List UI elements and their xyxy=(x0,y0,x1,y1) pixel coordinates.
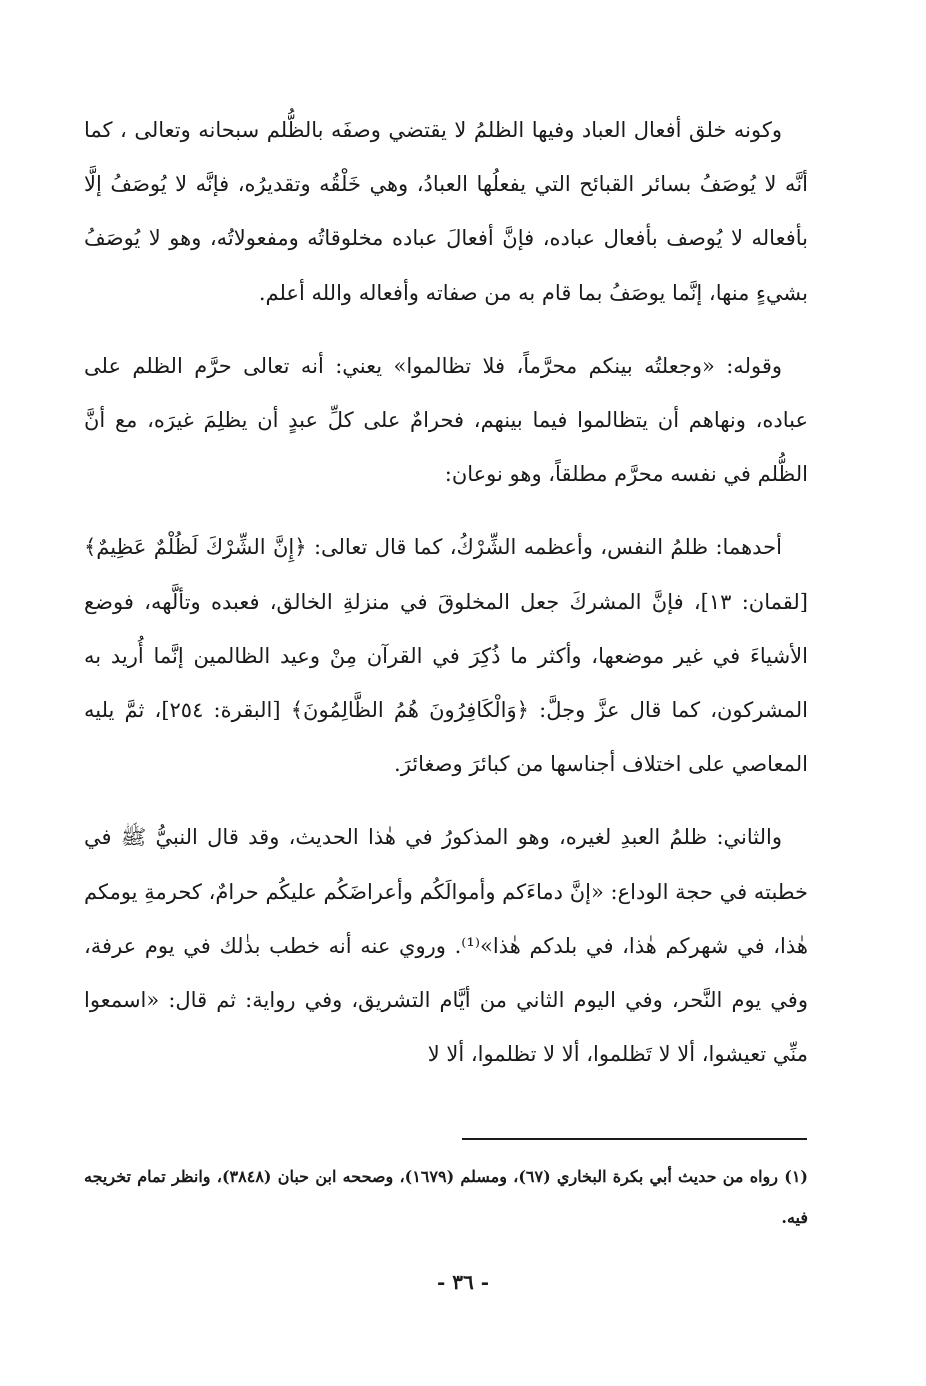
main-text xyxy=(84,103,808,1081)
paragraph-2: وقوله: «وجعلتُه بينكم محرَّماً، فلا تظالموا» يعني: أنه تعالى حرَّم الظلم على عباده، ونهاهم أن يتظالموا فيما بينهم، فحرامٌ على كلِّ عبدٍ أن يظلِمَ غيرَه، مع أنَّ الظُّلم في نفسه محرَّم مطلقاً، وهو نوعان: xyxy=(84,353,808,487)
paragraph-1: وكونه خلق أفعال العباد وفيها الظلمُ لا يقتضي وصفَه بالظُّلم سبحانه وتعالى ، كما أنَّه لا يُوصَفُ بسائر القبائح التي يفعلُها العبادُ، وهي خَلْقُه وتقديرُه، فإنَّه لا يُوصَفُ إلَّا بأفعاله لا يُوصف بأفعال عباده، فإنَّ أفعالَ عباده مخلوقاتُه ومفعولاتُه، وهو لا يُوصَفُ بشيءٍ منها، إنَّما يوصَفُ بما قام به من صفاته وأفعاله والله أعلم. xyxy=(84,118,808,305)
footnote-divider xyxy=(462,1138,807,1140)
footnotes xyxy=(84,1156,808,1238)
page-number: - ٣٦ - xyxy=(436,1270,489,1294)
paragraph-3: أحدهما: ظلمُ النفس، وأعظمه الشِّرْكُ، كما قال تعالى: ﴿إِنَّ الشِّرْكَ لَظُلْمٌ عَظِيمٌ﴾ [لقمان: ١٣]، فإنَّ المشركَ جعل المخلوقَ في منزلةِ الخالق، فعبده وتألَّهه، فوضع الأشياءَ في غير موضعها، وأكثر ما ذُكِرَ في القرآن مِنْ وعيد الظالمين إنَّما أُريد به المشركون، كما قال عزَّ وجلَّ: ﴿وَالْكَافِرُونَ هُمُ الظَّالِمُونَ﴾ [البقرة: ٢٥٤]، ثمَّ يليه المعاصي على اختلاف أجناسها من كبائرَ وصغائرَ. xyxy=(84,535,808,777)
paragraph-4: والثاني: ظلمُ العبدِ لغيره، وهو المذكورُ في هٰذا الحديث، وقد قال النبيُّ ﷺ في خطبته في حجة الوداع: «إنَّ دماءَكم وأموالَكُم وأعراضَكُم عليكُم حرامٌ، كحرمةِ يومكم هٰذا، في شهركم هٰذا، في بلدكم هٰذا»⁽¹⁾. وروي عنه أنه خطب بذٰلك في يوم عرفة، وفي يوم النَّحر، وفي اليوم الثاني من أيَّام التشريق، وفي رواية: ثم قال: «اسمعوا منِّي تعيشوا، ألا لا تَظلموا، ألا لا تظلموا، ألا لا xyxy=(84,825,808,1067)
footnote-1: (١) رواه من حديث أبي بكرة البخاري (٦٧)، ومسلم (١٦٧٩)، وصححه ابن حبان (٣٨٤٨)، وانظر تمام تخريجه فيه. xyxy=(84,1167,808,1227)
